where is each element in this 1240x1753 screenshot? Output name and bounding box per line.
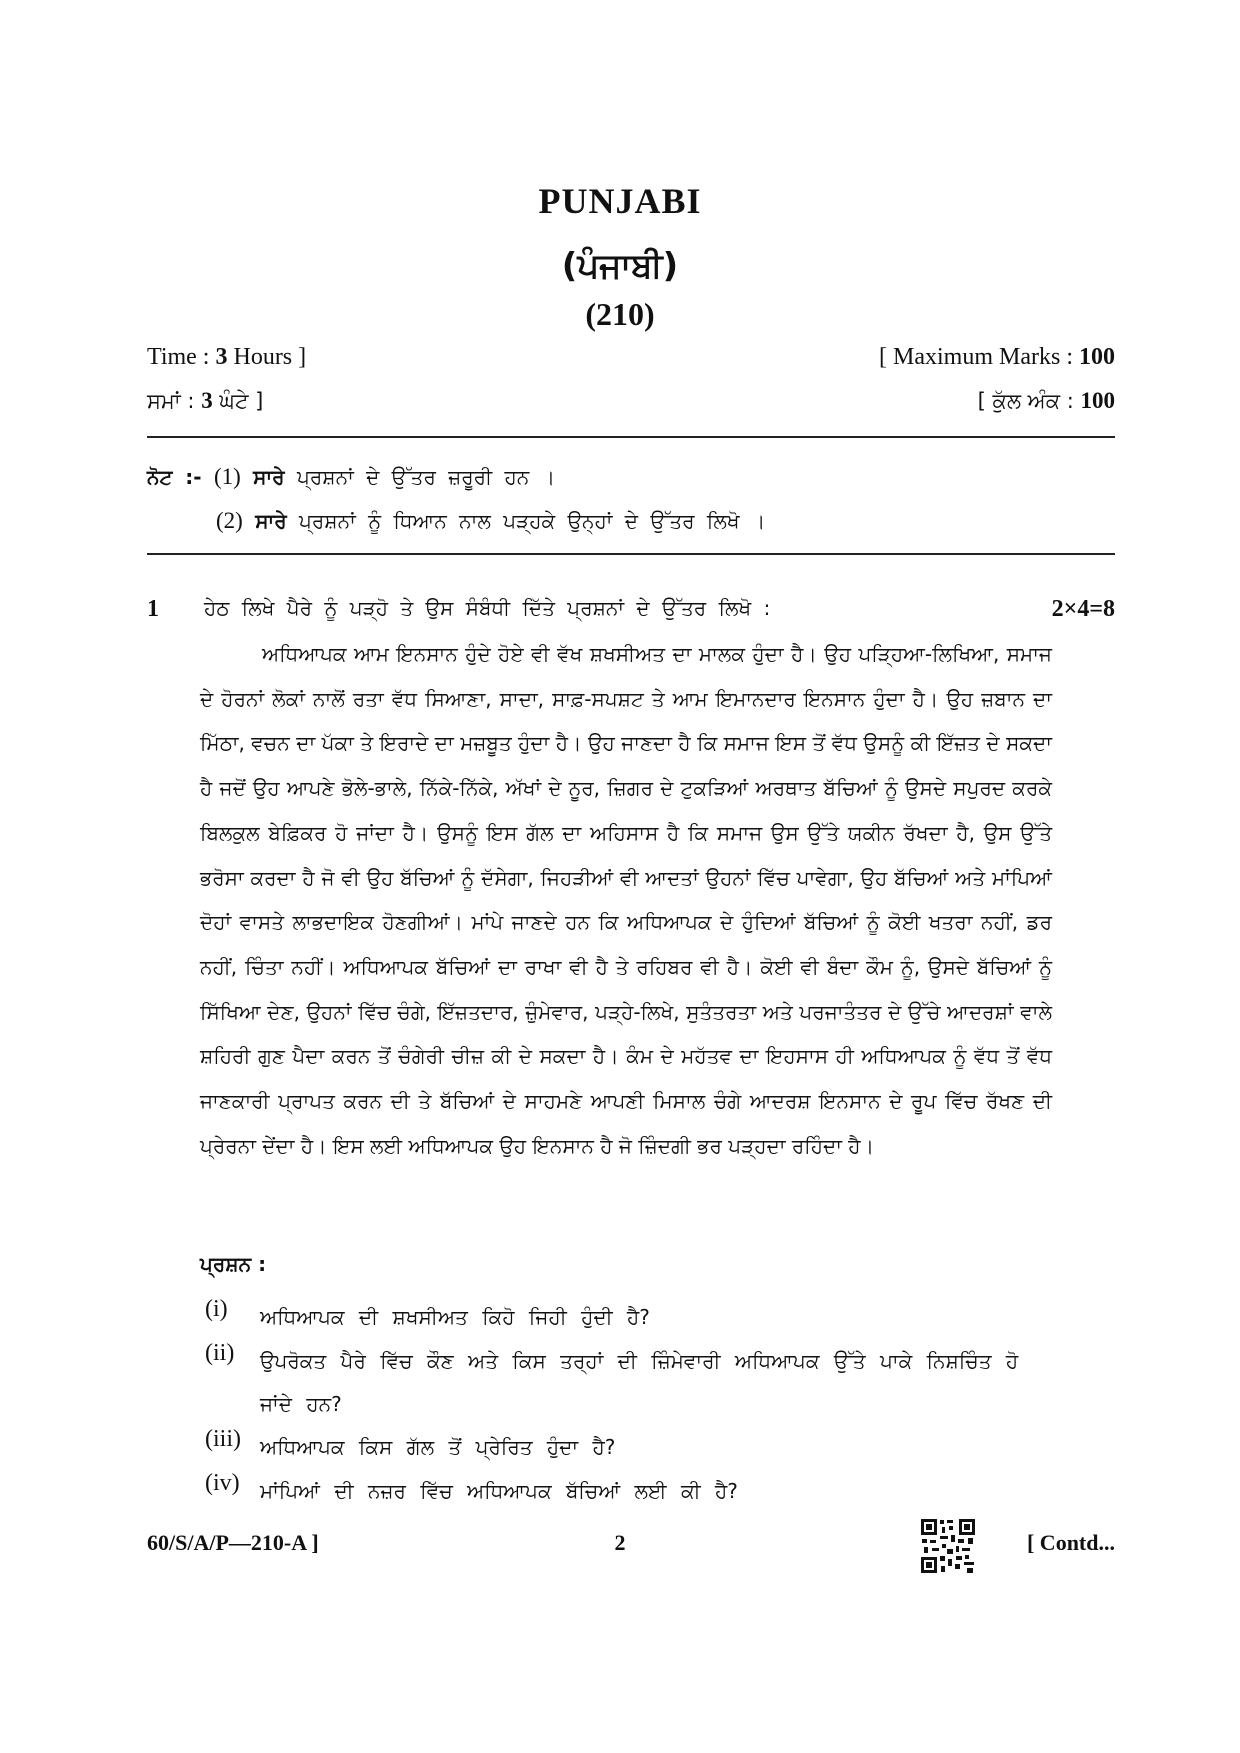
subject-code: (210) — [585, 296, 655, 332]
sub-question-label: (ii) — [205, 1340, 235, 1366]
sub-question-text: ਮਾਂਪਿਆਂ ਦੀ ਨਜ਼ਰ ਵਿੱਚ ਅਧਿਆਪਕ ਬੱਚਿਆਂ ਲਈ ਕੀ ਹੈ? — [260, 1479, 738, 1503]
divider-top — [147, 436, 1115, 438]
page-number: 2 — [614, 1530, 626, 1555]
question-number: 1 — [147, 596, 159, 622]
question-instruction: ਹੇਠ ਲਿਖੇ ਪੈਰੇ ਨੂੰ ਪੜ੍ਹੋ ਤੇ ਉਸ ਸੰਬੰਧੀ ਦਿੱਤੇ ਪ੍ਰਸ਼ਨਾਂ ਦੇ ਉੱਤਰ ਲਿਖੋ : — [204, 596, 771, 620]
qr-code-icon — [920, 1518, 976, 1574]
reading-passage: ਅਧਿਆਪਕ ਆਮ ਇਨਸਾਨ ਹੁੰਦੇ ਹੋਏ ਵੀ ਵੱਖ ਸ਼ਖਸੀਅਤ ਦਾ ਮਾਲਕ ਹੁੰਦਾ ਹੈ। ਉਹ ਪੜ੍ਹਿਆ-ਲਿਖਿਆ, ਸਮਾਜ ਦੇ ਹੋਰਨਾਂ ਲੋਕਾਂ ਨਾਲੋਂ ਰਤਾ ਵੱਧ ਸਿਆਣਾ, ਸਾਦਾ, ਸਾਫ਼-ਸਪਸ਼ਟ ਤੇ ਆਮ ਇਮਾਨਦਾਰ ਇਨਸਾਨ ਹੁੰਦਾ ਹੈ। ਉਹ ਜ਼ਬਾਨ ਦਾ ਮਿੱਠਾ, ਵਚਨ ਦਾ ਪੱਕਾ ਤੇ ਇਰਾਦੇ ਦਾ ਮਜ਼ਬੂਤ ਹੁੰਦਾ ਹੈ। ਉਹ ਜਾਣਦਾ ਹੈ ਕਿ ਸਮਾਜ ਇਸ ਤੋਂ ਵੱਧ ਉਸਨੂੰ ਕੀ ਇੱਜ਼ਤ ਦੇ ਸਕਦਾ ਹੈ ਜਦੋਂ ਉਹ ਆਪਣੇ ਭੋਲੇ-ਭਾਲੇ, ਨਿੱਕੇ-ਨਿੱਕੇ, ਅੱਖਾਂ ਦੇ ਨੂਰ, ਜ਼ਿਗਰ ਦੇ ਟੁਕੜਿਆਂ ਅਰਥਾਤ ਬੱਚਿਆਂ ਨੂੰ ਉਸਦੇ ਸਪੁਰਦ ਕਰਕੇ ਬਿਲਕੁਲ ਬੇਫ਼ਿਕਰ ਹੋ ਜਾਂਦਾ ਹੈ। ਉਸਨੂੰ ਇਸ ਗੱਲ ਦਾ ਅਹਿਸਾਸ ਹੈ ਕਿ ਸਮਾਜ ਉਸ ਉੱਤੇ ਯਕੀਨ ਰੱਖਦਾ ਹੈ, ਉਸ ਉੱਤੇ ਭਰੋਸਾ ਕਰਦਾ ਹੈ ਜੋ ਵੀ ਉਹ ਬੱਚਿਆਂ ਨੂੰ ਦੱਸੇਗਾ, ਜਿਹੜੀਆਂ ਵੀ ਆਦਤਾਂ ਉਹਨਾਂ ਵਿੱਚ ਪਾਵੇਗਾ, ਉਹ ਬੱਚਿਆਂ ਅਤੇ ਮਾਂਪਿਆਂ ਦੋਹਾਂ ਵਾਸਤੇ ਲਾਭਦਾਇਕ ਹੋਣਗੀਆਂ। ਮਾਂਪੇ ਜਾਣਦੇ ਹਨ ਕਿ ਅਧਿਆਪਕ ਦੇ ਹੁੰਦਿਆਂ ਬੱਚਿਆਂ ਨੂੰ ਕੋਈ ਖਤਰਾ ਨਹੀਂ, ਡਰ ਨਹੀਂ, ਚਿੰਤਾ ਨਹੀਂ। ਅਧਿਆਪਕ ਬੱਚਿਆਂ ਦਾ ਰਾਖਾ ਵੀ ਹੈ ਤੇ ਰਹਿਬਰ ਵੀ ਹੈ। ਕੋਈ ਵੀ ਬੰਦਾ ਕੌਮ ਨੂੰ, ਉਸਦੇ ਬੱਚਿਆਂ ਨੂੰ ਸਿੱਖਿਆ ਦੇਣ, ਉਹਨਾਂ ਵਿੱਚ ਚੰਗੇ, ਇੱਜ਼ਤਦਾਰ, ਜ਼ੁੰਮੇਵਾਰ, ਪੜ੍ਹੇ-ਲਿਖੇ, ਸੁਤੰਤਰਤਾ ਅਤੇ ਪਰਜਾਤੰਤਰ ਦੇ ਉੱਚੇ ਆਦਰਸ਼ਾਂ ਵਾਲੇ ਸ਼ਹਿਰੀ ਗੁਣ ਪੈਦਾ ਕਰਨ ਤੋਂ ਚੰਗੇਰੀ ਚੀਜ਼ ਕੀ ਦੇ ਸਕਦਾ ਹੈ। ਕੰਮ ਦੇ ਮਹੱਤਵ ਦਾ ਇਹਸਾਸ ਹੀ ਅਧਿਆਪਕ ਨੂੰ ਵੱਧ ਤੋਂ ਵੱਧ ਜਾਣਕਾਰੀ ਪ੍ਰਾਪਤ ਕਰਨ ਦੀ ਤੇ ਬੱਚਿਆਂ ਦੇ ਸਾਹਮਣੇ ਆਪਣੀ ਮਿਸਾਲ ਚੰਗੇ ਆਦਰਸ਼ ਇਨਸਾਨ ਦੇ ਰੂਪ ਵਿੱਚ ਰੱਖਣ ਦੀ ਪ੍ਰੇਰਨਾ ਦੇਂਦਾ ਹੈ। ਇਸ ਲਈ ਅਧਿਆਪਕ ਉਹ ਇਨਸਾਨ ਹੈ ਜੋ ਜ਼ਿੰਦਗੀ ਭਰ ਪੜ੍ਹਦਾ ਰਹਿੰਦਾ ਹੈ। — [200, 642, 1052, 1158]
sub-question-label: (iii) — [205, 1426, 241, 1452]
note-line-2: (2) ਸਾਰੇ ਪ੍ਰਸ਼ਨਾਂ ਨੂੰ ਧਿਆਨ ਨਾਲ ਪੜ੍ਹਕੇ ਉਨ੍ਹਾਂ ਦੇ ਉੱਤਰ ਲਿਖੋ । — [216, 508, 766, 533]
sub-question-label: (iv) — [205, 1470, 240, 1496]
questions-heading: ਪ੍ਰਸ਼ਨ : — [200, 1252, 267, 1276]
max-marks-info: [ Maximum Marks : 100 — [879, 344, 1115, 370]
time-info: Time : 3 Hours ] — [147, 344, 307, 370]
paper-subtitle: (ਪੰਜਾਬੀ) — [561, 246, 679, 286]
divider-bottom — [147, 553, 1115, 555]
sub-question-text: ਅਧਿਆਪਕ ਦੀ ਸ਼ਖਸੀਅਤ ਕਿਹੋ ਜਿਹੀ ਹੁੰਦੀ ਹੈ? — [260, 1305, 650, 1329]
question-marks: 2×4=8 — [1051, 596, 1115, 622]
continued-marker: [ Contd... — [1026, 1530, 1115, 1555]
paper-code-footer: 60/S/A/P—210-A ] — [147, 1530, 319, 1555]
note-line-1: ਨੋਟ :- (1) ਸਾਰੇ ਪ੍ਰਸ਼ਨਾਂ ਦੇ ਉੱਤਰ ਜ਼ਰੂਰੀ ਹਨ । — [147, 464, 556, 489]
time-info-pa: ਸਮਾਂ : 3 ਘੰਟੇ ] — [147, 388, 264, 413]
sub-question-text: ਉਪਰੋਕਤ ਪੈਰੇ ਵਿੱਚ ਕੌਣ ਅਤੇ ਕਿਸ ਤਰ੍ਹਾਂ ਦੀ ਜ਼ਿੰਮੇਵਾਰੀ ਅਧਿਆਪਕ ਉੱਤੇ ਪਾਕੇ ਨਿਸ਼ਚਿੰਤ ਹੋ ਜਾਂਦੇ ਹਨ? — [260, 1349, 1019, 1416]
paper-title: PUNJABI — [538, 181, 702, 221]
max-marks-info-pa: [ ਕੁੱਲ ਅੰਕ : 100 — [977, 388, 1115, 413]
sub-question-text: ਅਧਿਆਪਕ ਕਿਸ ਗੱਲ ਤੋਂ ਪ੍ਰੇਰਿਤ ਹੁੰਦਾ ਹੈ? — [260, 1435, 616, 1459]
sub-question-label: (i) — [205, 1296, 228, 1322]
